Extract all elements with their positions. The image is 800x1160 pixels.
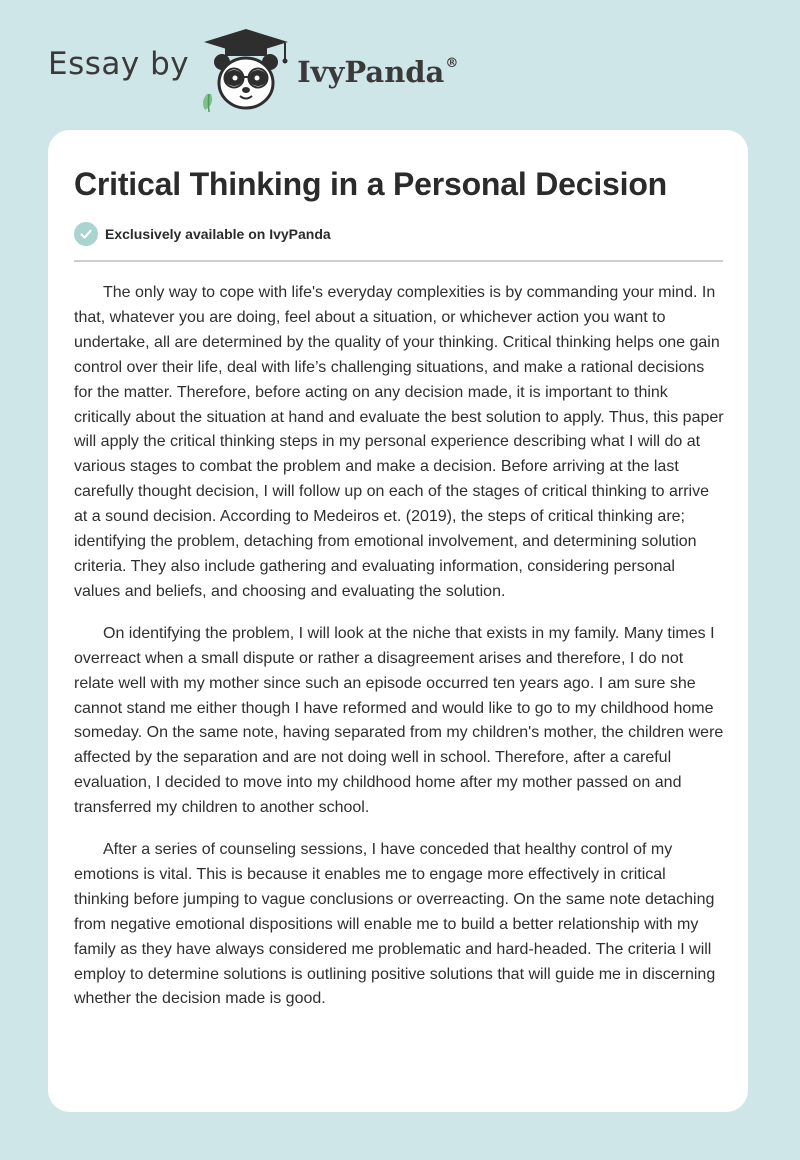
paragraph: On identifying the problem, I will look at the niche that exists in my family. Many times I overreact when a small dispute or rather a disagreement arises and therefore, I do not relate well with my mother since such an episode occurred ten years ago. I am sure she cannot stand me either though I have reformed and would like to go to my childhood home someday. On the same note, having separated from my children's mother, the children were affected by the separation and are not doing well in school. Therefore, after a careful evaluation, I decided to move into my childhood home after my mother passed on and transferred my children to another school. [74,624,724,817]
paragraph: After a series of counseling sessions, I have conceded that healthy control of my emotions is vital. This is because it enables me to engage more effectively in critical thinking before jumping to vague conclusions or overreacting. On the same note detaching from negative emotional dispositions will enable me to build a better relationship with my family as they have always considered me problematic and hard-headed. The criteria I will employ to determine solutions is outlining positive solutions that will guide me in discerning whether the decision made is good. [74,841,716,1008]
paragraph: The only way to cope with life's everyday complexities is by commanding your mind. In that, whatever you are doing, feel about a situation, or whichever action you want to undertake, all are determined by the quality of your thinking. Critical thinking helps one gain control over their life, deal with life’s challenging situations, and make a rational decisions for the matter. Therefore, before acting on any decision made, it is important to think critically about the situation at hand and evaluate the best solution to apply. Thus, this paper will apply the critical thinking steps in my personal experience describing what I will do at various stages to combat the problem and make a decision. Before arriving at the last carefully thought decision, I will follow up on each of the stages of critical thinking to arrive at a sound decision. According to Medeiros et. (2019), the steps of critical thinking are; identifying the problem, detaching from emotional involvement, and determining solution criteria. They also include gathering and evaluating information, considering personal values and beliefs, and choosing and evaluating the solution. [74,284,724,600]
checkmark-icon [74,222,98,246]
brand-text: IvyPanda [297,55,445,89]
logo-prefix: Essay by [48,46,190,82]
panda-mascot-icon [199,28,293,112]
registered-mark: ® [445,56,459,72]
exclusive-badge [74,222,331,246]
site-logo[interactable] [48,28,458,112]
brand-name [297,55,458,89]
badge-label: Exclusively available on IvyPanda [105,226,331,242]
title-divider [74,260,723,262]
essay-body [74,281,725,1029]
essay-card [48,130,748,1112]
page-title: Critical Thinking in a Personal Decision [74,166,668,202]
